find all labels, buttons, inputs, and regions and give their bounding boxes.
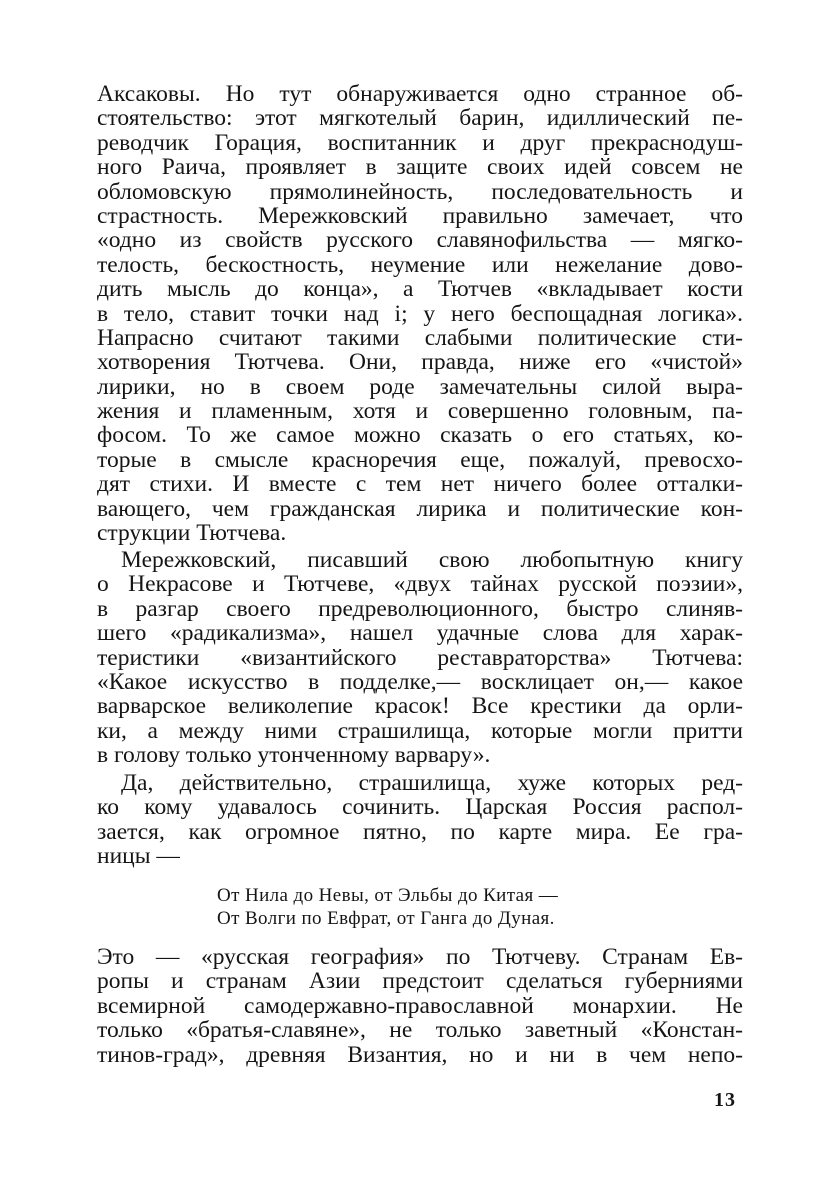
text-line: торые в смысле красноречия еще, пожалуй, превосхо- (97, 447, 743, 473)
text-line: только «братья-славяне», не только заветный «Констан- (97, 1018, 743, 1043)
text-line: ки, а между ними страшилища, которые могли притти (97, 718, 743, 744)
text-line: телость, бескостность, неумение или нежелание дово- (97, 252, 743, 278)
text-line: варварское великолепие красок! Все крестики да орли- (97, 694, 743, 719)
text-line: ницы — (97, 844, 180, 869)
text-line: дят стихи. И вместе с тем нет ничего более отталки- (97, 472, 743, 497)
text-line: в тело, ставит точки над i; у него беспощадная логика». (97, 301, 743, 326)
text-line: «одно из свойств русского славянофильства — мягко- (97, 228, 743, 253)
text-line: хотворения Тютчева. Они, правда, ниже его «чистой» (97, 350, 743, 375)
paragraph-1 (97, 82, 743, 545)
text-line: тинов-град», древняя Византия, но и ни в чем непо- (97, 1042, 743, 1067)
text-line: ко кому удавалось сочинить. Царская Россия распол- (97, 795, 743, 820)
text-line: теристики «византийского реставраторства» Тютчева: (97, 645, 743, 670)
text-line: в голову только утонченному варвару». (97, 743, 491, 768)
text-line: «Какое искусство в подделке,— восклицает он,— какое (97, 669, 743, 695)
text-line: зается, как огромное пятно, по карте мира. Ее гра- (97, 819, 743, 845)
text-line: лирики, но в своем роде замечательны силой выра- (97, 374, 743, 400)
verse-line: От Нила до Невы, от Эльбы до Китая — (217, 885, 559, 906)
text-line: шего «радикализма», нашел удачные слова для харак- (97, 621, 743, 646)
text-line: Да, действительно, страшилища, хуже которых ред- (121, 771, 743, 796)
text-line: дить мысль до конца», а Тютчев «вкладывает кости (97, 277, 743, 302)
verse-quote (217, 884, 637, 930)
text-line: о Некрасове и Тютчеве, «двух тайнах русской поэзии», (97, 572, 743, 597)
text-line: обломовскую прямолинейность, последовательность и (97, 179, 743, 204)
text-line: жения и пламенным, хотя и совершенно головным, па- (97, 399, 743, 424)
text-line: ропы и странам Азии предстоит сделаться губерниями (97, 969, 743, 994)
text-line: Аксаковы. Но тут обнаруживается одно странное об- (97, 82, 743, 107)
text-line: фосом. То же самое можно сказать о его статьях, ко- (97, 423, 743, 448)
paragraph-3 (97, 771, 743, 869)
text-line: струкции Тютчева. (97, 521, 287, 546)
verse-line: От Волги по Евфрат, от Ганга до Дуная. (217, 908, 555, 929)
paragraph-4 (97, 945, 743, 1067)
text-line: Это — «русская география» по Тютчеву. Странам Ев- (97, 945, 743, 970)
text-line: вающего, чем гражданская лирика и политические кон- (97, 496, 743, 522)
text-line: стоятельство: этот мягкотелый барин, идиллический пе- (97, 106, 743, 131)
text-line: ного Раича, проявляет в защите своих идей совсем не (97, 155, 743, 180)
text-line: Мережковский, писавший свою любопытную книгу (121, 548, 743, 573)
text-line: Напрасно считают такими слабыми политические сти- (97, 325, 743, 351)
page-number: 13 (714, 1089, 736, 1111)
text-line: в разгар своего предреволюционного, быстро слиняв- (97, 596, 743, 622)
text-line: реводчик Горация, воспитанник и друг прекраснодуш- (97, 130, 743, 156)
paragraph-2 (97, 548, 743, 768)
text-line: страстность. Мережковский правильно замечает, что (97, 203, 743, 229)
text-line: всемирной самодержавно-православной монархии. Не (97, 993, 743, 1019)
